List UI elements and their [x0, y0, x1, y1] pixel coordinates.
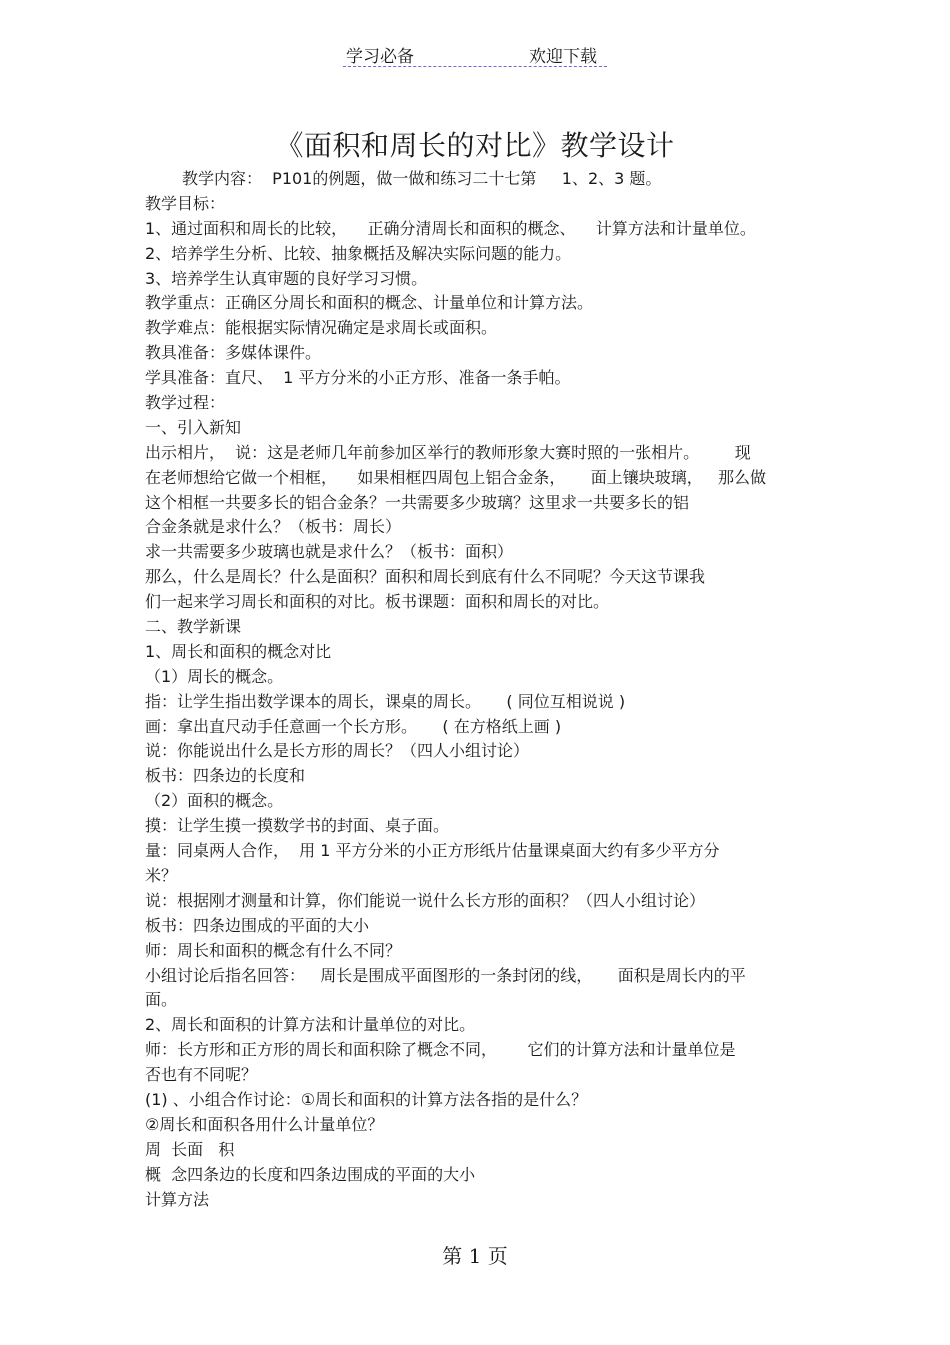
- body-line: 教学难点：能根据实际情况确定是求周长或面积。: [145, 318, 498, 338]
- body-line: 们一起来学习周长和面积的对比。板书课题：面积和周长的对比。: [145, 592, 610, 612]
- body-line: ②周长和面积各用什么计量单位？: [145, 1114, 384, 1134]
- body-line: 计算方法: [145, 1189, 210, 1209]
- body-line: 出示相片， 说：这是老师几年前参加区举行的教师形象大赛时照的一张相片。 现: [145, 442, 751, 462]
- body-line: 教学目标：: [145, 193, 226, 213]
- body-line: 周 长面 积: [145, 1139, 235, 1159]
- body-line: 面。: [145, 990, 178, 1010]
- body-line: （2）面积的概念。: [145, 791, 284, 811]
- body-line: 画：拿出直尺动手任意画一个长方形。 ( 在方格纸上画 ): [145, 716, 562, 736]
- body-line: 板书：四条边的长度和: [145, 766, 306, 786]
- body-line: 这个相框一共要多长的铝合金条？一共需要多少玻璃？这里求一共要多长的铝: [145, 492, 690, 512]
- body-line: 指：让学生指出数学课本的周长，课桌的周长。 ( 同位互相说说 ): [145, 691, 626, 711]
- body-line: 那么，什么是周长？什么是面积？面积和周长到底有什么不同呢？今天这节课我: [145, 567, 706, 587]
- header-left-text: 学习必备: [346, 47, 414, 67]
- body-line: 师：周长和面积的概念有什么不同？: [145, 940, 402, 960]
- body-line: 否也有不同呢？: [145, 1065, 258, 1085]
- page-footer: 第 1 页: [442, 1244, 508, 1268]
- body-line: 2、周长和面积的计算方法和计量单位的对比。: [145, 1015, 476, 1035]
- body-line: 师：长方形和正方形的周长和面积除了概念不同， 它们的计算方法和计量单位是: [145, 1040, 736, 1060]
- body-line: 说：根据刚才测量和计算，你们能说一说什么长方形的面积？（四人小组讨论）: [145, 890, 706, 910]
- body-line: 教学重点：正确区分周长和面积的概念、计量单位和计算方法。: [145, 293, 594, 313]
- body-line: (1) 、小组合作讨论：①周长和面积的计算方法各指的是什么？: [145, 1089, 588, 1109]
- body-line: 教具准备：多媒体课件。: [145, 343, 322, 363]
- body-line: 摸：让学生摸一摸数学书的封面、桌子面。: [145, 816, 450, 836]
- body-line: 说：你能说出什么是长方形的周长？（四人小组讨论）: [145, 741, 530, 761]
- body-line: 小组讨论后指名回答： 周长是围成平面图形的一条封闭的线， 面积是周长内的平: [145, 965, 746, 985]
- page-header: [343, 40, 607, 67]
- body-line: 合金条就是求什么？（板书：周长）: [145, 517, 402, 537]
- body-line: 3、培养学生认真审题的良好学习习惯。: [145, 268, 428, 288]
- body-line: 板书：四条边围成的平面的大小: [145, 915, 370, 935]
- body-line: 学具准备：直尺、 1 平方分米的小正方形、准备一条手帕。: [145, 368, 571, 388]
- body-line: 二、教学新课: [145, 617, 242, 637]
- body-line: 1、周长和面积的概念对比: [145, 641, 332, 661]
- body-line: 概 念四条边的长度和四条边围成的平面的大小: [145, 1164, 476, 1184]
- body-line: 米？: [145, 865, 178, 885]
- header-right-text: 欢迎下载: [529, 47, 597, 67]
- body-line: 在老师想给它做一个相框， 如果相框四周包上铝合金条， 面上镶块玻璃， 那么做: [145, 467, 767, 487]
- body-line: 求一共需要多少玻璃也就是求什么？（板书：面积）: [145, 542, 514, 562]
- document-body: [145, 167, 815, 1212]
- body-line: （1）周长的概念。: [145, 666, 284, 686]
- body-line: 1、通过面积和周长的比较， 正确分清周长和面积的概念、 计算方法和计量单位。: [145, 218, 756, 238]
- body-line: 一、引入新知: [145, 417, 242, 437]
- body-line: 教学内容： P101的例题，做一做和练习二十七第 1、2、3 题。: [182, 169, 662, 188]
- body-line: 量：同桌两人合作， 用 1 平方分米的小正方形纸片估量课桌面大约有多少平方分: [145, 841, 720, 861]
- body-line: 2、培养学生分析、比较、抽象概括及解决实际问题的能力。: [145, 243, 572, 263]
- document-title: 《面积和周长的对比》教学设计: [275, 129, 675, 162]
- body-line: 教学过程：: [145, 393, 226, 413]
